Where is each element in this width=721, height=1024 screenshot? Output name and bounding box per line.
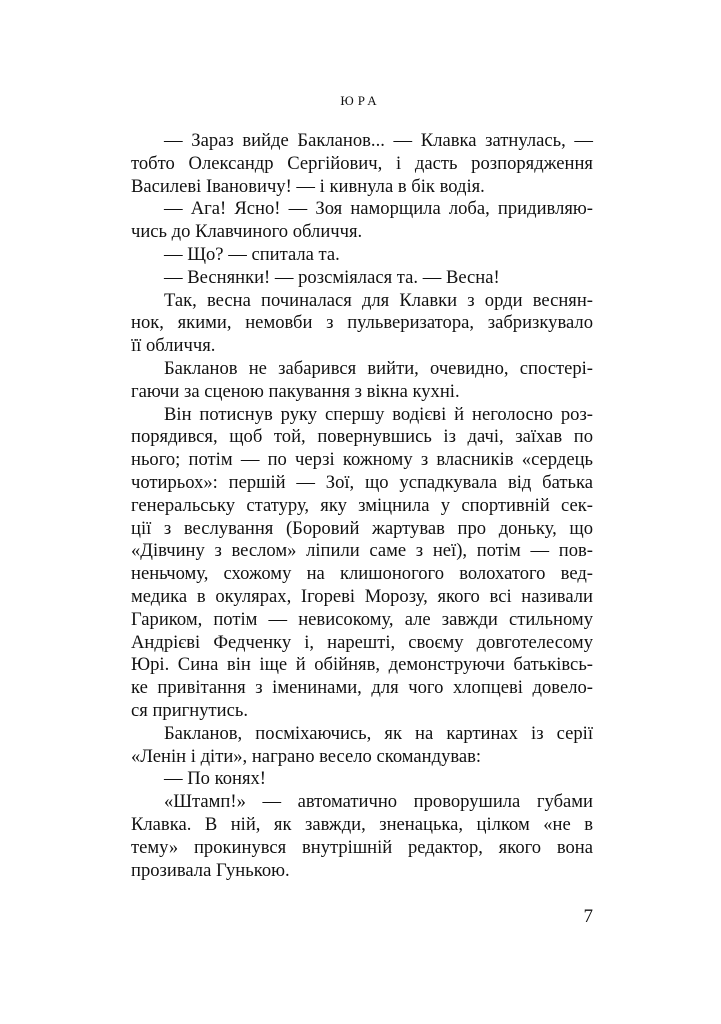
text-line: чотирьох»: першій — Зої, що успадкувала від батька — [131, 471, 593, 493]
text-line: тобто Олександр Сергійович, і дасть розпорядження — [131, 152, 593, 174]
text-line: Бакланов не забарився вийти, очевидно, спостері- — [164, 357, 593, 379]
text-line: «Дівчину з веслом» ліпили саме з неї), потім — пов- — [131, 540, 593, 562]
paragraph — [131, 130, 593, 198]
paragraph — [131, 768, 593, 791]
paragraph — [131, 244, 593, 267]
text-line: Так, весна починалася для Клавки з орди веснян- — [164, 289, 593, 311]
text-line: її обличчя. — [131, 335, 216, 357]
text-line: гаючи за сценою пакування з вікна кухні. — [131, 380, 460, 402]
text-line: нок, якими, немовби з пульверизатора, забризкувало — [131, 312, 593, 334]
text-line: — По конях! — [164, 768, 266, 790]
paragraph — [131, 791, 593, 882]
paragraph — [131, 267, 593, 290]
text-line: ся пригнутись. — [131, 699, 248, 721]
text-line: генеральську статуру, яку зміцнила у спортивній сек- — [131, 494, 593, 516]
text-line: Клавка. В ній, як завжди, зненацька, цілком «не в — [131, 813, 593, 835]
text-line: медика в окулярах, Ігореві Морозу, якого всі називали — [131, 585, 593, 607]
paragraph — [131, 198, 593, 244]
page-number: 7 — [583, 906, 593, 927]
text-line: — Ага! Ясно! — Зоя наморщила лоба, придивляю- — [164, 198, 593, 220]
text-line: «Ленін і діти», награно весело скомандував: — [131, 745, 482, 767]
text-line: Гариком, потім — невисокому, але завжди стильному — [131, 608, 593, 630]
paragraph — [131, 404, 593, 723]
text-line: — Зараз вийде Бакланов... — Клавка затнулась, — — [164, 130, 593, 151]
body-text — [131, 130, 593, 882]
text-line: нього; потім — по черзі кожному з власників «сердець — [131, 449, 593, 471]
text-line: ції з веслування (Боровий жартував про доньку, що — [131, 517, 593, 539]
text-line: Андрієві Федченку і, нарешті, своєму довготелесому — [131, 631, 593, 653]
running-head: ЮРА — [340, 93, 381, 108]
text-line: Юрі. Сина він іще й обійняв, демонструючи батьківсь- — [131, 654, 593, 676]
text-line: Бакланов, посміхаючись, як на картинах із серії — [164, 722, 593, 744]
paragraph — [131, 290, 593, 358]
text-line: неньчому, схожому на клишоногого волохатого вед- — [131, 563, 593, 585]
text-line: — Веснянки! — розсміялася та. — Весна! — [164, 266, 500, 288]
text-line: ке привітання з іменинами, для чого хлопцеві довело- — [131, 677, 593, 699]
text-line: тему» прокинувся внутрішній редактор, якого вона — [131, 836, 593, 858]
text-line: Василеві Івановичу! — і кивнула в бік водія. — [131, 175, 485, 197]
paragraph — [131, 358, 593, 404]
paragraph — [131, 723, 593, 769]
text-line: прозивала Гунькою. — [131, 859, 290, 881]
text-line: чись до Клавчиного обличчя. — [131, 221, 363, 243]
text-line: порядився, щоб той, повернувшись із дачі, заїхав по — [131, 426, 593, 448]
text-line: — Що? — спитала та. — [164, 243, 340, 265]
text-line: «Штамп!» — автоматично проворушила губами — [164, 791, 593, 813]
text-line: Він потиснув руку спершу водієві й неголосно роз- — [164, 403, 593, 425]
